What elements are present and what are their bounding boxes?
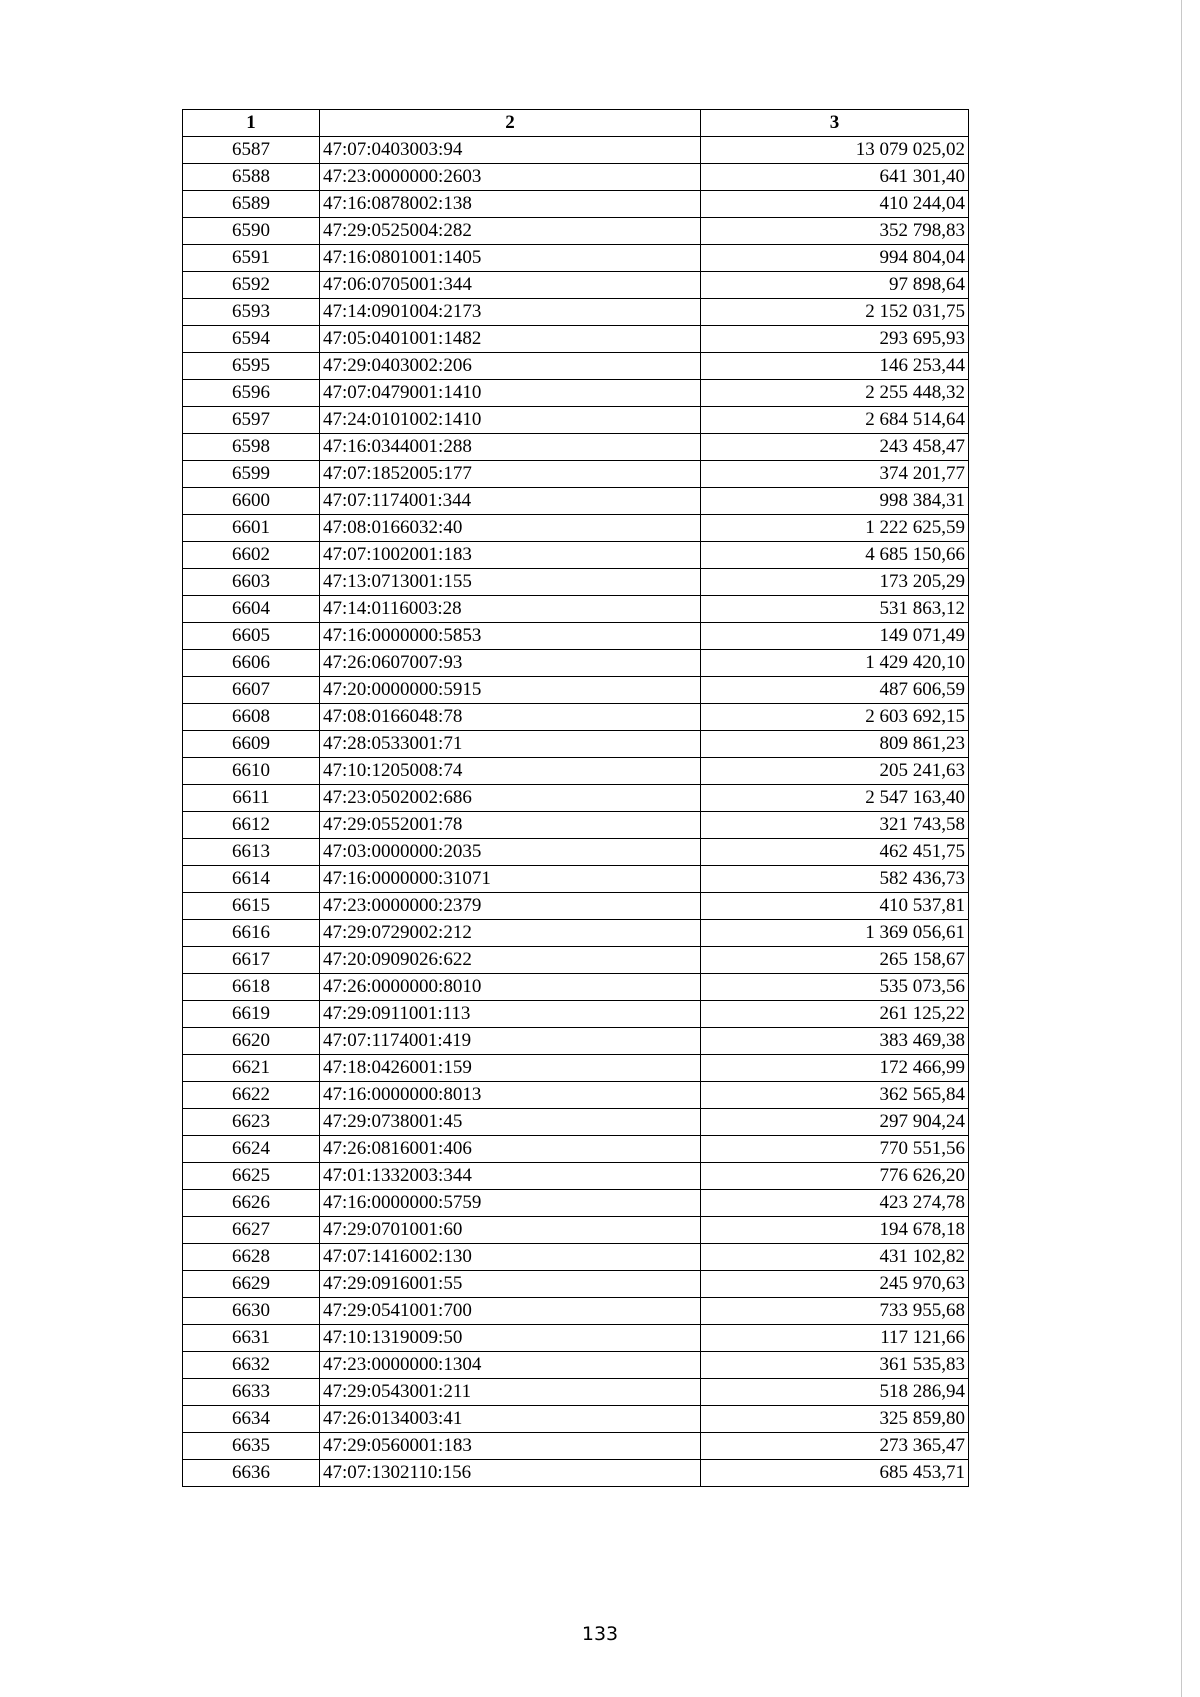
row-number: 6630 xyxy=(183,1298,320,1325)
row-number: 6594 xyxy=(183,326,320,353)
row-number: 6592 xyxy=(183,272,320,299)
column-header-1: 1 xyxy=(183,110,320,137)
row-number: 6589 xyxy=(183,191,320,218)
cadastral-number: 47:29:0543001:211 xyxy=(320,1379,701,1406)
row-number: 6627 xyxy=(183,1217,320,1244)
cadastral-value: 423 274,78 xyxy=(701,1190,969,1217)
cadastral-value: 776 626,20 xyxy=(701,1163,969,1190)
table-row xyxy=(183,1136,969,1163)
row-number: 6628 xyxy=(183,1244,320,1271)
row-number: 6623 xyxy=(183,1109,320,1136)
cadastral-number: 47:03:0000000:2035 xyxy=(320,839,701,866)
page-edge-line xyxy=(1181,0,1182,1697)
row-number: 6622 xyxy=(183,1082,320,1109)
cadastral-value: 4 685 150,66 xyxy=(701,542,969,569)
cadastral-value: 410 537,81 xyxy=(701,893,969,920)
row-number: 6606 xyxy=(183,650,320,677)
row-number: 6631 xyxy=(183,1325,320,1352)
row-number: 6624 xyxy=(183,1136,320,1163)
cadastral-value: 194 678,18 xyxy=(701,1217,969,1244)
row-number: 6634 xyxy=(183,1406,320,1433)
row-number: 6603 xyxy=(183,569,320,596)
row-number: 6593 xyxy=(183,299,320,326)
table-row xyxy=(183,1109,969,1136)
row-number: 6596 xyxy=(183,380,320,407)
table-row xyxy=(183,1163,969,1190)
cadastral-value: 994 804,04 xyxy=(701,245,969,272)
cadastral-number: 47:29:0552001:78 xyxy=(320,812,701,839)
row-number: 6588 xyxy=(183,164,320,191)
cadastral-number: 47:07:1174001:419 xyxy=(320,1028,701,1055)
row-number: 6601 xyxy=(183,515,320,542)
row-number: 6618 xyxy=(183,974,320,1001)
cadastral-value: 173 205,29 xyxy=(701,569,969,596)
cadastral-number: 47:16:0000000:5759 xyxy=(320,1190,701,1217)
header-row xyxy=(183,110,969,137)
cadastral-number: 47:14:0901004:2173 xyxy=(320,299,701,326)
cadastral-value: 362 565,84 xyxy=(701,1082,969,1109)
table-row xyxy=(183,191,969,218)
row-number: 6597 xyxy=(183,407,320,434)
cadastral-value: 2 152 031,75 xyxy=(701,299,969,326)
cadastral-number: 47:23:0000000:2379 xyxy=(320,893,701,920)
cadastral-value: 13 079 025,02 xyxy=(701,137,969,164)
cadastral-number: 47:29:0403002:206 xyxy=(320,353,701,380)
cadastral-number: 47:07:1416002:130 xyxy=(320,1244,701,1271)
cadastral-value: 149 071,49 xyxy=(701,623,969,650)
column-header-3: 3 xyxy=(701,110,969,137)
cadastral-number: 47:29:0911001:113 xyxy=(320,1001,701,1028)
row-number: 6613 xyxy=(183,839,320,866)
cadastral-number: 47:29:0729002:212 xyxy=(320,920,701,947)
cadastral-number: 47:16:0000000:5853 xyxy=(320,623,701,650)
table-row xyxy=(183,866,969,893)
cadastral-number: 47:07:0403003:94 xyxy=(320,137,701,164)
cadastral-number: 47:29:0560001:183 xyxy=(320,1433,701,1460)
table-row xyxy=(183,569,969,596)
table-row xyxy=(183,353,969,380)
table-row xyxy=(183,758,969,785)
row-number: 6635 xyxy=(183,1433,320,1460)
table-row xyxy=(183,974,969,1001)
row-number: 6617 xyxy=(183,947,320,974)
cadastral-value: 146 253,44 xyxy=(701,353,969,380)
cadastral-number: 47:08:0166048:78 xyxy=(320,704,701,731)
table-row xyxy=(183,1271,969,1298)
cadastral-value: 582 436,73 xyxy=(701,866,969,893)
cadastral-value: 641 301,40 xyxy=(701,164,969,191)
cadastral-value: 2 603 692,15 xyxy=(701,704,969,731)
cadastral-number: 47:07:1002001:183 xyxy=(320,542,701,569)
cadastral-number: 47:23:0000000:1304 xyxy=(320,1352,701,1379)
table-row xyxy=(183,1217,969,1244)
row-number: 6619 xyxy=(183,1001,320,1028)
table-row xyxy=(183,1244,969,1271)
row-number: 6608 xyxy=(183,704,320,731)
table-row xyxy=(183,272,969,299)
row-number: 6610 xyxy=(183,758,320,785)
table-row xyxy=(183,1406,969,1433)
cadastral-number: 47:07:1174001:344 xyxy=(320,488,701,515)
cadastral-value: 487 606,59 xyxy=(701,677,969,704)
cadastral-value: 998 384,31 xyxy=(701,488,969,515)
cadastral-value: 531 863,12 xyxy=(701,596,969,623)
table-row xyxy=(183,299,969,326)
cadastral-value: 243 458,47 xyxy=(701,434,969,461)
table-row xyxy=(183,542,969,569)
table-row xyxy=(183,218,969,245)
cadastral-number: 47:29:0701001:60 xyxy=(320,1217,701,1244)
cadastral-value: 321 743,58 xyxy=(701,812,969,839)
row-number: 6620 xyxy=(183,1028,320,1055)
cadastral-value: 293 695,93 xyxy=(701,326,969,353)
cadastral-number: 47:16:0000000:31071 xyxy=(320,866,701,893)
cadastral-value: 205 241,63 xyxy=(701,758,969,785)
table-row xyxy=(183,704,969,731)
table-row xyxy=(183,785,969,812)
table-row xyxy=(183,488,969,515)
cadastral-value: 809 861,23 xyxy=(701,731,969,758)
cadastral-number: 47:29:0525004:282 xyxy=(320,218,701,245)
cadastral-number: 47:23:0000000:2603 xyxy=(320,164,701,191)
table-row xyxy=(183,137,969,164)
cadastral-value: 297 904,24 xyxy=(701,1109,969,1136)
cadastral-number: 47:26:0134003:41 xyxy=(320,1406,701,1433)
table-row xyxy=(183,596,969,623)
cadastral-number: 47:29:0541001:700 xyxy=(320,1298,701,1325)
table-row xyxy=(183,1055,969,1082)
cadastral-number: 47:16:0000000:8013 xyxy=(320,1082,701,1109)
cadastral-value: 770 551,56 xyxy=(701,1136,969,1163)
cadastral-number: 47:29:0916001:55 xyxy=(320,1271,701,1298)
row-number: 6633 xyxy=(183,1379,320,1406)
cadastral-value: 431 102,82 xyxy=(701,1244,969,1271)
cadastral-number: 47:28:0533001:71 xyxy=(320,731,701,758)
table-row xyxy=(183,731,969,758)
row-number: 6625 xyxy=(183,1163,320,1190)
table-body xyxy=(183,137,969,1487)
table-row xyxy=(183,515,969,542)
cadastral-number: 47:26:0607007:93 xyxy=(320,650,701,677)
cadastral-value: 352 798,83 xyxy=(701,218,969,245)
table-row xyxy=(183,1001,969,1028)
row-number: 6621 xyxy=(183,1055,320,1082)
cadastral-value: 273 365,47 xyxy=(701,1433,969,1460)
row-number: 6616 xyxy=(183,920,320,947)
cadastral-value: 1 222 625,59 xyxy=(701,515,969,542)
cadastral-number: 47:01:1332003:344 xyxy=(320,1163,701,1190)
row-number: 6587 xyxy=(183,137,320,164)
row-number: 6615 xyxy=(183,893,320,920)
row-number: 6599 xyxy=(183,461,320,488)
cadastral-number: 47:07:1302110:156 xyxy=(320,1460,701,1487)
cadastral-number: 47:23:0502002:686 xyxy=(320,785,701,812)
cadastral-number: 47:24:0101002:1410 xyxy=(320,407,701,434)
cadastral-value: 518 286,94 xyxy=(701,1379,969,1406)
cadastral-number: 47:18:0426001:159 xyxy=(320,1055,701,1082)
table-row xyxy=(183,650,969,677)
cadastral-number: 47:06:0705001:344 xyxy=(320,272,701,299)
table-row xyxy=(183,1325,969,1352)
cadastral-number: 47:20:0909026:622 xyxy=(320,947,701,974)
table-row xyxy=(183,1298,969,1325)
cadastral-value: 325 859,80 xyxy=(701,1406,969,1433)
cadastral-value: 374 201,77 xyxy=(701,461,969,488)
cadastral-number: 47:07:0479001:1410 xyxy=(320,380,701,407)
table-row xyxy=(183,947,969,974)
table-row xyxy=(183,245,969,272)
row-number: 6591 xyxy=(183,245,320,272)
cadastral-table xyxy=(182,109,969,1487)
cadastral-value: 245 970,63 xyxy=(701,1271,969,1298)
table-row xyxy=(183,1460,969,1487)
cadastral-number: 47:10:1205008:74 xyxy=(320,758,701,785)
cadastral-value: 1 429 420,10 xyxy=(701,650,969,677)
row-number: 6590 xyxy=(183,218,320,245)
table-row xyxy=(183,1379,969,1406)
table-row xyxy=(183,1082,969,1109)
page-number: 133 xyxy=(581,1623,619,1645)
cadastral-value: 361 535,83 xyxy=(701,1352,969,1379)
cadastral-number: 47:20:0000000:5915 xyxy=(320,677,701,704)
cadastral-number: 47:16:0878002:138 xyxy=(320,191,701,218)
table-row xyxy=(183,164,969,191)
column-header-2: 2 xyxy=(320,110,701,137)
cadastral-number: 47:10:1319009:50 xyxy=(320,1325,701,1352)
table-row xyxy=(183,1352,969,1379)
cadastral-value: 462 451,75 xyxy=(701,839,969,866)
cadastral-number: 47:13:0713001:155 xyxy=(320,569,701,596)
cadastral-number: 47:26:0000000:8010 xyxy=(320,974,701,1001)
cadastral-value: 383 469,38 xyxy=(701,1028,969,1055)
table-row xyxy=(183,326,969,353)
row-number: 6632 xyxy=(183,1352,320,1379)
table-row xyxy=(183,1190,969,1217)
table-row xyxy=(183,461,969,488)
table-row xyxy=(183,893,969,920)
row-number: 6609 xyxy=(183,731,320,758)
cadastral-value: 733 955,68 xyxy=(701,1298,969,1325)
cadastral-value: 2 684 514,64 xyxy=(701,407,969,434)
cadastral-value: 2 547 163,40 xyxy=(701,785,969,812)
table-row xyxy=(183,920,969,947)
cadastral-value: 410 244,04 xyxy=(701,191,969,218)
row-number: 6604 xyxy=(183,596,320,623)
table-row xyxy=(183,623,969,650)
row-number: 6611 xyxy=(183,785,320,812)
row-number: 6626 xyxy=(183,1190,320,1217)
cadastral-number: 47:07:1852005:177 xyxy=(320,461,701,488)
cadastral-number: 47:26:0816001:406 xyxy=(320,1136,701,1163)
cadastral-number: 47:05:0401001:1482 xyxy=(320,326,701,353)
cadastral-value: 2 255 448,32 xyxy=(701,380,969,407)
table-row xyxy=(183,407,969,434)
cadastral-value: 1 369 056,61 xyxy=(701,920,969,947)
cadastral-number: 47:14:0116003:28 xyxy=(320,596,701,623)
cadastral-value: 685 453,71 xyxy=(701,1460,969,1487)
cadastral-value: 172 466,99 xyxy=(701,1055,969,1082)
cadastral-value: 261 125,22 xyxy=(701,1001,969,1028)
row-number: 6614 xyxy=(183,866,320,893)
row-number: 6600 xyxy=(183,488,320,515)
cadastral-value: 535 073,56 xyxy=(701,974,969,1001)
row-number: 6595 xyxy=(183,353,320,380)
cadastral-value: 117 121,66 xyxy=(701,1325,969,1352)
table-row xyxy=(183,839,969,866)
cadastral-value: 97 898,64 xyxy=(701,272,969,299)
table-row xyxy=(183,812,969,839)
table-row xyxy=(183,380,969,407)
cadastral-value: 265 158,67 xyxy=(701,947,969,974)
cadastral-number: 47:29:0738001:45 xyxy=(320,1109,701,1136)
row-number: 6602 xyxy=(183,542,320,569)
table-row xyxy=(183,1433,969,1460)
table-row xyxy=(183,1028,969,1055)
cadastral-number: 47:16:0344001:288 xyxy=(320,434,701,461)
row-number: 6607 xyxy=(183,677,320,704)
row-number: 6629 xyxy=(183,1271,320,1298)
row-number: 6605 xyxy=(183,623,320,650)
table-row xyxy=(183,677,969,704)
cadastral-number: 47:16:0801001:1405 xyxy=(320,245,701,272)
cadastral-number: 47:08:0166032:40 xyxy=(320,515,701,542)
row-number: 6598 xyxy=(183,434,320,461)
table-row xyxy=(183,434,969,461)
row-number: 6612 xyxy=(183,812,320,839)
row-number: 6636 xyxy=(183,1460,320,1487)
